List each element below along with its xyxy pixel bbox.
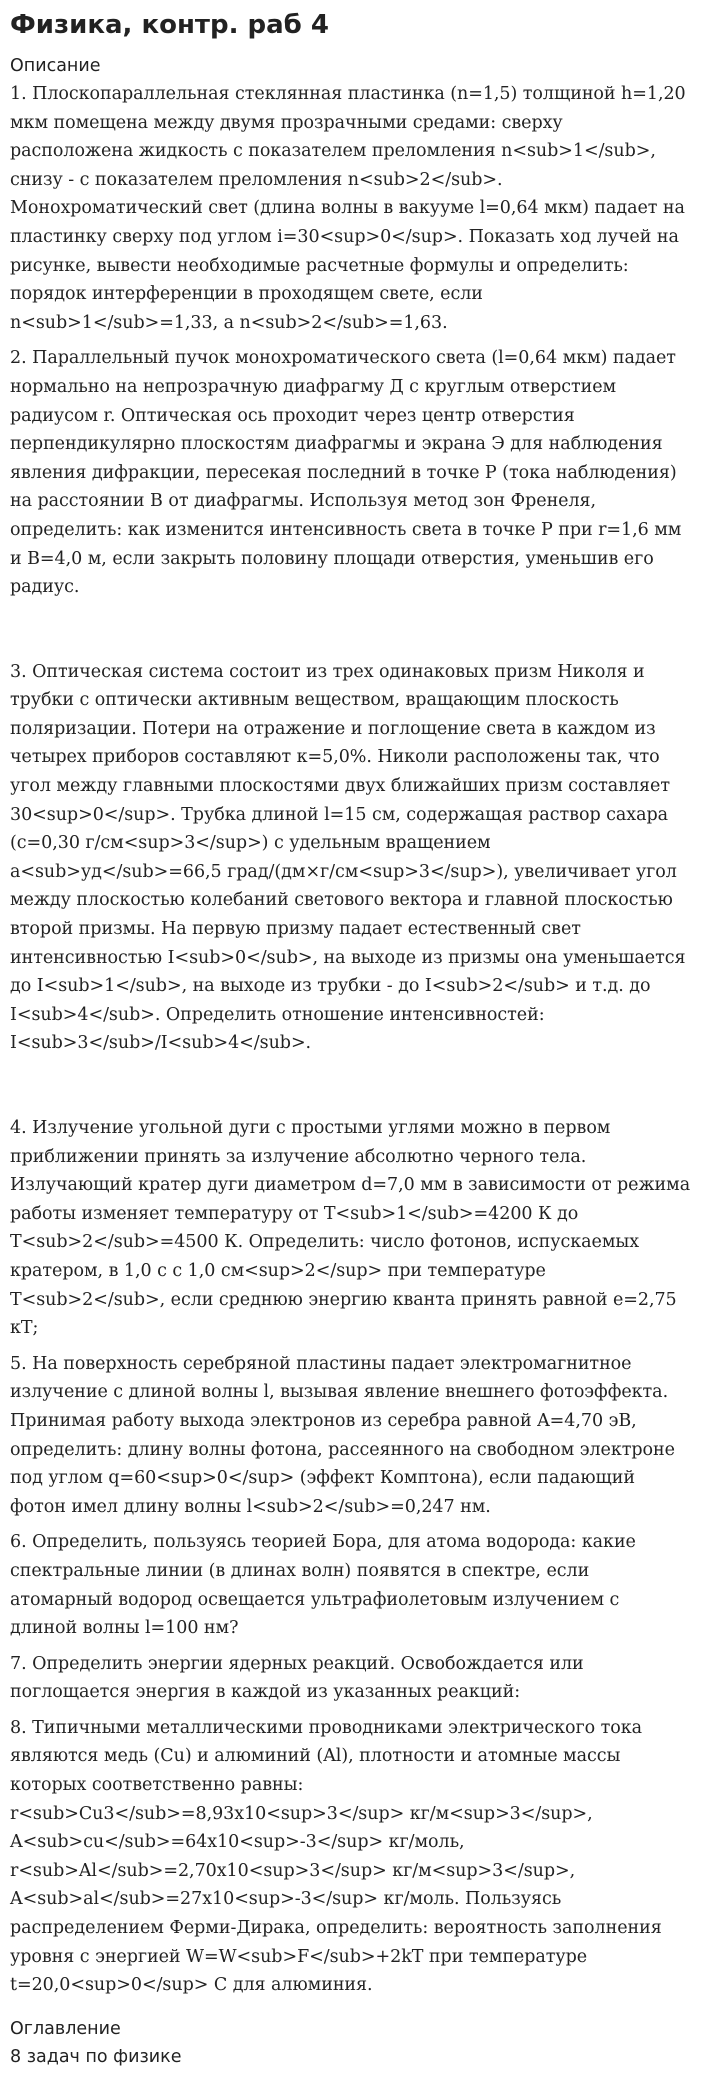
task-8: 8. Типичными металлическими проводниками электрического тока являются медь (Cu) и алюминий (Al), плотности и атомные массы которых соответственно равны: r<sub>Cu3</sub>=8,93x10<sup>3</sup> кг/м<sup>3</sup>, A<sub>cu</sub>=64x10<sup>-3</sup> кг/моль, r<sub>Al</sub>=2,70x10<sup>3</sup> кг/м<sup>3</sup>, A<sub>al</sub>=27x10<sup>-3</sup> кг/моль. Пользуясь распределением Ферми-Дирака, определить: вероятность заполнения уровня с энергией W=W<sub>F</sub>+2kT при температуре t=20,0<sup>0</sup> С для алюминия.	[10, 1717, 662, 1996]
spacer	[10, 2007, 691, 2015]
page-title: Физика, контр. раб 4	[10, 10, 329, 40]
toc-label: Оглавление	[10, 2018, 121, 2039]
task-6: 6. Определить, пользуясь теорией Бора, для атома водорода: какие спектральные линии (в длинах волн) появятся в спектре, если атомарный водород освещается ультрафиолетовым излучением с длиной волны l=100 нм?	[10, 1532, 636, 1639]
task-2: 2. Параллельный пучок монохроматического света (l=0,64 мкм) падает нормально на непрозрачную диафрагму Д с круглым отверстием радиусом r. Оптическая ось проходит через центр отверстия перпендикулярно плоскостям диафрагмы и экрана Э для наблюдения явления дифракции, пересекая последний в точке P (тока наблюдения) на расстоянии B от диафрагмы. Используя метод зон Френеля, определить: как изменится интенсивность света в точке P при r=1,6 мм и B=4,0 м, если закрыть половину площади отверстия, уменьшив его радиус.	[10, 348, 682, 598]
task-1: 1. Плоскопараллельная стеклянная пластинка (n=1,5) толщиной h=1,20 мкм помещена между двумя прозрачными средами: сверху расположена жидкость с показателем преломления n<sub>1</sub>, снизу - с показателем преломления n<sub>2</sub>. Монохроматический свет (длина волны в вакууме l=0,64 мкм) падает на пластинку сверху под углом i=30<sup>0</sup>. Показать ход лучей на рисунке, вывести необходимые расчетные формулы и определить: порядок интерференции в проходящем свете, если n<sub>1</sub>=1,33, а n<sub>2</sub>=1,63.	[10, 84, 686, 333]
spacer	[10, 1065, 691, 1114]
task-3: 3. Оптическая система состоит из трех одинаковых призм Николя и трубки с оптически активным веществом, вращающим плоскость поляризации. Потери на отражение и поглощение света в каждом из четырех приборов составляют к=5,0%. Николи расположены так, что угол между главными плоскостями двух ближайших призм составляет 30<sup>0</sup>. Трубка длиной l=15 см, содержащая раствор сахара (c=0,30 г/см<sup>3</sup>) с удельным вращением a<sub>уд</sub>=66,5 град/(дм×г/см<sup>3</sup>), увеличивает угол между плоскостью колебаний светового вектора и главной плоскостью второй призмы. На первую призму падает естественный свет интенсивностью I<sub>0</sub>, на выходе из призмы она уменьшается до I<sub>1</sub>, на выходе из трубки - до I<sub>2</sub> и т.д. до I<sub>4</sub>. Определить отношение интенсивностей: I<sub>3</sub>/I<sub>4</sub>.	[10, 661, 686, 1054]
task-7: 7. Определить энергии ядерных реакций. Освобождается или поглощается энергия в каждой из указанных реакций:	[10, 1653, 584, 1703]
task-4: 4. Излучение угольной дуги с простыми углями можно в первом приближении принять за излучение абсолютно черного тела. Излучающий кратер дуги диаметром d=7,0 мм в зависимости от режима работы изменяет температуру от T<sub>1</sub>=4200 К до T<sub>2</sub>=4500 К. Определить: число фотонов, испускаемых кратером, в 1,0 с с 1,0 см<sup>2</sup> при температуре T<sub>2</sub>, если среднюю энергию кванта принять равной e=2,75 кТ;	[10, 1118, 691, 1339]
description-label: Описание	[10, 56, 101, 76]
task-5: 5. На поверхность серебряной пластины падает электромагнитное излучение с длиной волны l, вызывая явление внешнего фотоэффекта. Принимая работу выхода электронов из серебра равной A=4,70 эВ, определить: длину волны фотона, рассеянного на свободном электроне под углом q=60<sup>0</sup> (эффект Комптона), если падающий фотон имел длину волны l<sub>2</sub>=0,247 нм.	[10, 1353, 675, 1517]
spacer	[10, 609, 691, 658]
toc-text: 8 задач по физике	[10, 2046, 182, 2067]
